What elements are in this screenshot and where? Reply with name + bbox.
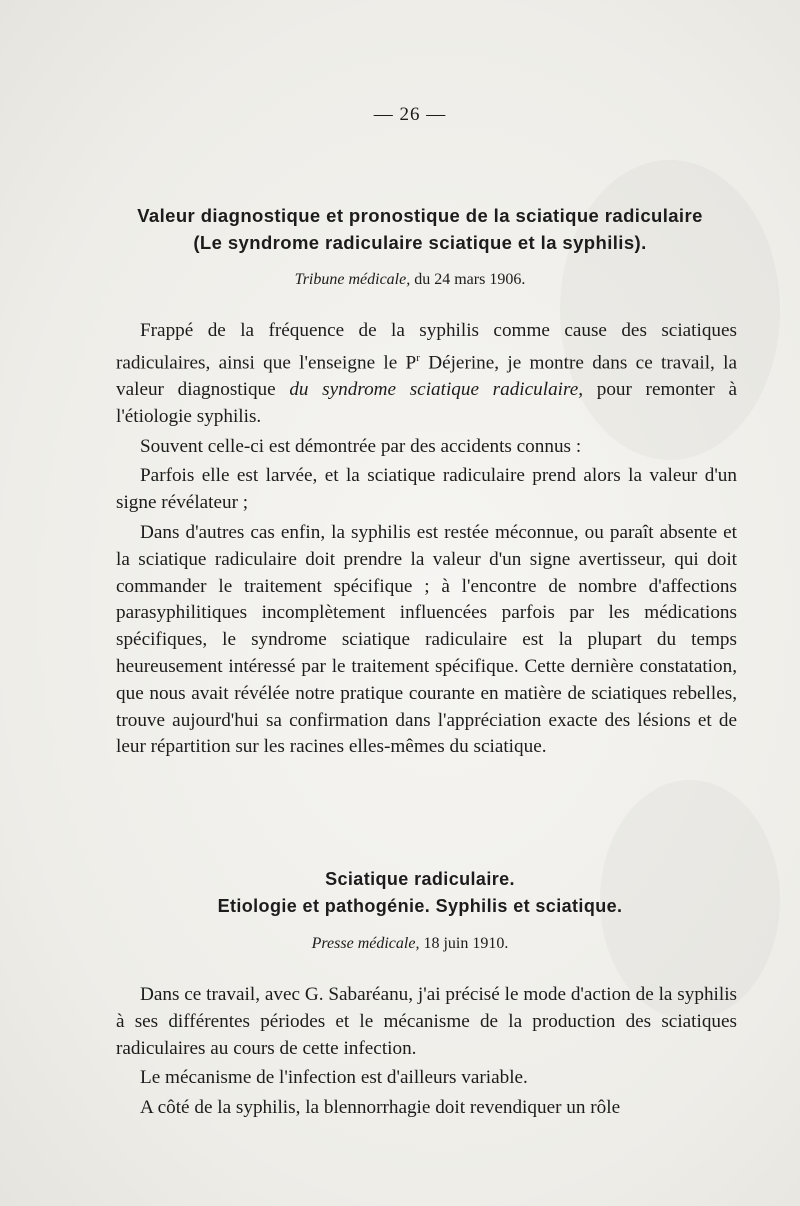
- section-1-paragraph-1: [116, 318, 737, 431]
- section-2-paragraph-2: Le mécanisme de l'infection est d'ailleurs variable.: [140, 1067, 528, 1089]
- section-2-title-line-2: Etiologie et pathogénie. Syphilis et sciatique.: [217, 896, 623, 916]
- section-1-paragraph-3: Parfois elle est larvée, et la sciatique radiculaire prend alors la valeur d'un signe révélateur ;: [116, 465, 737, 514]
- paragraph-text: Déjerine, je montre dans ce travail, la valeur diagnostique: [116, 352, 737, 400]
- section-2-source: [80, 935, 740, 953]
- superscript: r: [416, 351, 420, 364]
- section-1-body: [116, 318, 737, 761]
- section-2-source-date: 18 juin 1910.: [419, 935, 509, 952]
- section-1-source-date: du 24 mars 1906.: [410, 271, 526, 288]
- paragraph-text: Frappé de la fréquence de la syphilis comme cause des sciatiques radiculaires, ainsi que l'enseigne le P: [116, 320, 737, 374]
- section-2-paragraph-3: A côté de la syphilis, la blennorrhagie doit revendiquer un rôle: [140, 1097, 621, 1119]
- page-number: — 26 —: [373, 104, 447, 125]
- section-1-title-line-2: (Le syndrome radiculaire sciatique et la syphilis).: [193, 232, 647, 253]
- section-1-source: [80, 271, 740, 289]
- section-2-body: [116, 982, 737, 1122]
- section-2-paragraph-1: Dans ce travail, avec G. Sabaréanu, j'ai précisé le mode d'action de la syphilis à ses différentes périodes et le mécanisme de la production des sciatiques radiculaires au cours de cette infection.: [116, 984, 737, 1059]
- section-2-title-line-1: Sciatique radiculaire.: [325, 869, 515, 889]
- section-1-paragraph-2: Souvent celle-ci est démontrée par des accidents connus :: [140, 435, 582, 457]
- italic-text: du syndrome sciatique radiculaire,: [289, 378, 584, 400]
- section-2-source-journal: Presse médicale,: [311, 935, 420, 952]
- section-1-paragraph-4: Dans d'autres cas enfin, la syphilis est restée méconnue, ou paraît absente et la sciatique radiculaire doit prendre la valeur d'un signe avertisseur, qui doit commander le traitement spécifique ; à l'encontre de nombre d'affections parasyphilitiques incomplètement influencées parfois par les médications spécifiques, le syndrome sciatique radiculaire est la plupart du temps heureusement intéressé par le traitement spécifique. Cette dernière constatation, que nous avait révélée notre pratique courante en matière de sciatiques rebelles, trouve aujourd'hui sa confirmation dans l'appréciation exacte des lésions et de leur répartition sur les racines elles-mêmes du sciatique.: [116, 521, 737, 758]
- section-1-source-journal: Tribune médicale,: [294, 271, 411, 288]
- section-1-title-line-1: Valeur diagnostique et pronostique de la sciatique radiculaire: [137, 205, 703, 226]
- paragraph-text: pour remonter à l'étiologie syphilis.: [116, 378, 737, 427]
